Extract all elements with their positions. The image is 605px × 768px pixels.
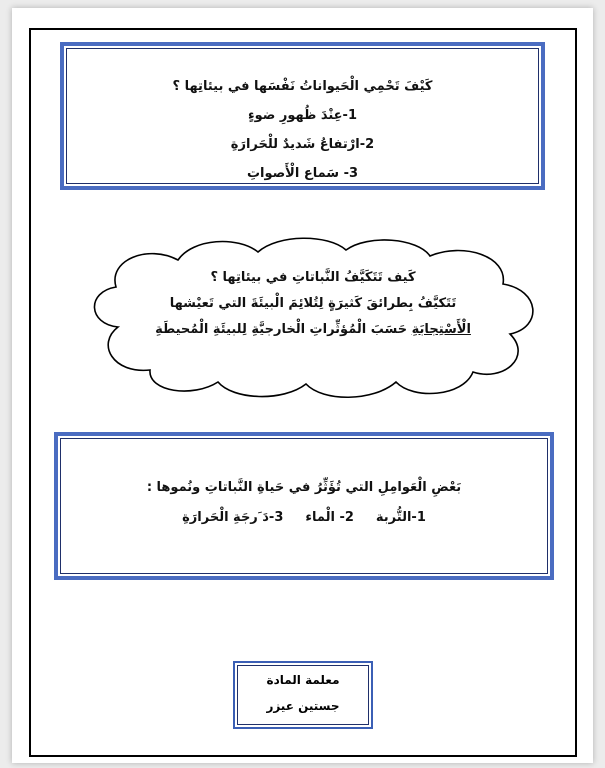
plants-answer-line-2-rest: حَسَبَ الْمُؤثِّراتِ الْخارجيَّةِ لِلبيئَةِ الْمُحيطَةِ bbox=[155, 322, 408, 337]
animals-question-box bbox=[60, 42, 545, 190]
animals-item-2: 2-ارْتفاعُ شَديدٌ للْحَرارَةِ bbox=[230, 137, 375, 152]
plants-answer-line-1: تَتَكيَّفُ بِطرائقَ كَثيرَةٍ لِتُلائِمَ الْبيئَةَ التي تَعيْشها bbox=[169, 296, 457, 311]
factors-heading: بَعْضِ الْعَوامِلِ التي تُؤَثِّرُ في حَياةِ النَّباتاتِ ونُموها : bbox=[146, 480, 462, 495]
animals-question: كَيْفَ تَحْمِي الْحَيواناتُ نَفْسَها في بيئاتِها ؟ bbox=[172, 79, 433, 94]
response-word: الْأَسْتِجابَةِ bbox=[411, 322, 471, 337]
teacher-signature-box bbox=[233, 661, 373, 729]
teacher-name: جستين عيزر bbox=[266, 699, 340, 713]
teacher-title: معلمة المادة bbox=[266, 673, 340, 687]
plants-question: كَيف تَتَكَيَّفُ النَّباتاتِ في بيئاتِها ؟ bbox=[210, 270, 416, 285]
animals-item-3: 3- سَماع الْأَصواتِ bbox=[246, 166, 359, 181]
factors-list bbox=[58, 510, 550, 525]
factor-item-2: 2- الْماء bbox=[305, 510, 354, 525]
animals-item-1: 1-عِنْدَ ظُهورِ ضوءٍ bbox=[247, 108, 357, 123]
factor-item-3: 3-دَ َرجَةِ الْحَرارَةِ bbox=[182, 510, 284, 525]
plants-answer-line-2 bbox=[78, 322, 548, 337]
plant-factors-box bbox=[54, 432, 554, 580]
plants-cloud bbox=[78, 232, 548, 402]
factor-item-1: 1-التُّربة bbox=[375, 510, 426, 525]
cloud-shape bbox=[78, 232, 548, 402]
